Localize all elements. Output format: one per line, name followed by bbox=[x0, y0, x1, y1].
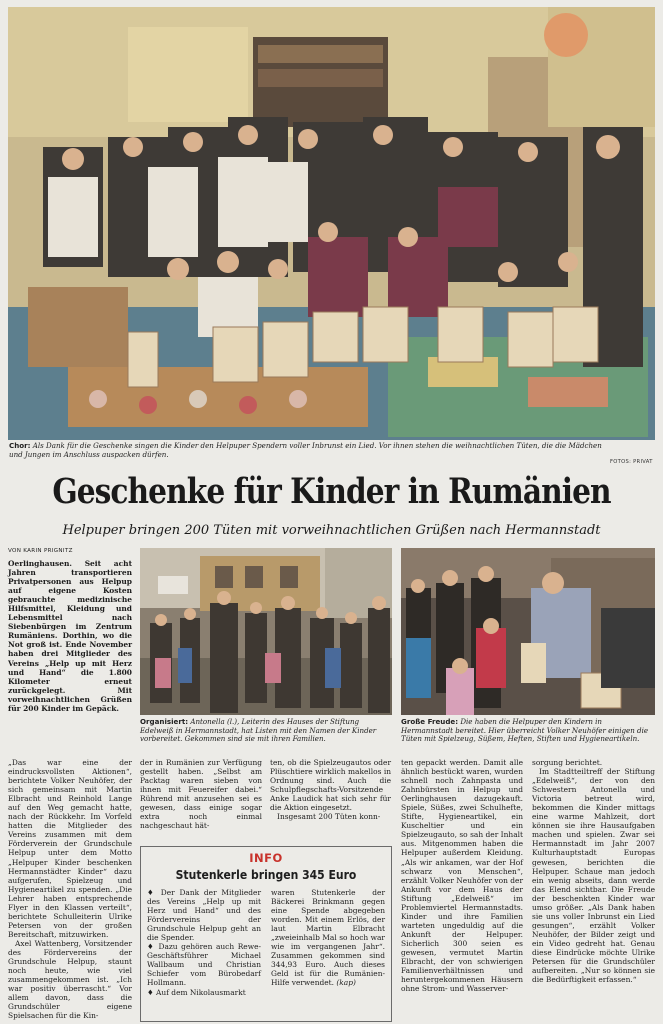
main-photo-choir bbox=[8, 7, 655, 440]
col4-para-1: ten gepackt werden. Damit alle ähnlich bestückt waren, wurden schnell noch Zahnpasta und Zahnbürsten in Helpup und Oerlinghausen dazugekauft. Spiele, Süßes, zwei Schulhefte, Stifte, Hygieneartikel, ein Kuscheltier und ein Spielzeugauto, so sah der Inhalt aus. Mitgenommen haben die Helpuper außerdem Kleidung. „Als wir ankamen, war der Hof schwarz von Menschen“, erzählt Volker Neuhöfer von der Ankunft vor dem Haus der Stiftung „Edelweiß“ im Problemviertel Hermannstadts. Kinder und ihre Familien warteten ungeduldig auf die Ankunft der Helpuper. Sicherlich 300 seien es gewesen, vermutet Martin Elbracht, der von schwierigen Familienverhältnissen und heruntergekommenen Häusern ohne Strom- und Wasserver- bbox=[401, 758, 523, 994]
col1-para-1: „Das war eine der eindrucksvollsten Aktionen“, berichtete Volker Neuhöfer, der sich gemeinsam mit Martin Elbracht und Reinhold Lange auf den Weg gemacht hatte, nach der Rückkehr. Im Vorfeld hatten die Mitglieder des Vereins zusammen mit dem Förderverein der Grundschule Helpup unter dem Motto „Helpuper Kinder beschenken Hermannstädter Kinder“ dazu aufgerufen, Spielzeug und Hygieneartikel zu spenden. „Die Lehrer haben entsprechende Flyer in den Klassen verteilt“, berichtete Schulleiterin Ulrike Petersen von der großen Bereitschaft, mitzuwirken. bbox=[8, 758, 132, 939]
info-bullet-3: ♦ Auf dem Nikolausmarkt bbox=[147, 987, 246, 997]
photo3-caption-text: Die haben die Helpuper den Kindern in Hermannstadt bereitet. Hier überreicht Volker Neuhöfer einigen die Tüten mit Spielzeug, Süßem, Heften, Stiften und Hygieneartikeln. bbox=[401, 717, 649, 744]
column-2 bbox=[140, 758, 262, 830]
info-title: Stutenkerle bringen 345 Euro bbox=[175, 867, 357, 882]
col1-para-2: Axel Wattenberg, Vorsitzender des Fördervereins der Grundschule Helpup, staunt noch heute, wie viel zusammengekommen ist. „Ich war positiv überrascht.“ Vor allem davon, dass die Grundschüler eigene Spielsachen für die Kin- bbox=[8, 938, 132, 1021]
photo2-caption bbox=[140, 718, 392, 744]
photo-grosse-freude bbox=[401, 548, 655, 715]
photo2-caption-lead: Organisiert: bbox=[140, 717, 189, 726]
col5-para-1: sorgung berichtet. bbox=[532, 758, 603, 767]
photo-credit: FOTOS: PRIVAT bbox=[610, 459, 653, 465]
lead-text: Oerlinghausen. Seit acht Jahren transportieren Privatpersonen aus Helpup auf eigene Kosten gebrauchte medizinische Hilfsmittel, Kleidung und Lebensmittel nach Siebenbürgen im Zentrum Rumäniens. Dorthin, wo die Not groß ist. Ende November haben drei Mitglieder des Vereins „Help up mit Herz und Hand“ die 1.800 Kilometer erneut zurückgelegt. Mit vorweihnachtlichen Grüßen für 200 Kinder im Gepäck. bbox=[8, 559, 132, 713]
col3-para-2: Insgesamt 200 Tüten konn- bbox=[277, 812, 381, 822]
info-box bbox=[140, 846, 392, 1022]
main-photo-caption bbox=[9, 442, 609, 459]
info-bullet-2: ♦ Dazu gehören auch Rewe-Geschäftsführer Michael Wallbaum und Christian Schiefer vom Bürobedarf Hollmann. bbox=[147, 942, 261, 988]
column-3 bbox=[270, 758, 391, 821]
photo3-caption-lead: Große Freude: bbox=[401, 717, 459, 726]
info-tag: INFO bbox=[249, 851, 283, 865]
lead-paragraph bbox=[8, 559, 132, 713]
caption-lead: Chor: bbox=[9, 441, 31, 450]
info-right-body: waren Stutenkerle der Bäckerei Brinkmann gegen eine Spende abgegeben worden. Mit einem Erlös, der laut Martin Elbracht „zweieinhalb Mal so hoch war wie im vergangenen Jahr“. Zusammen gekommen sind 344,93 Euro. Auch dieses Geld ist für die Rumänien-Hilfe verwendet. bbox=[271, 888, 385, 988]
info-signature: (kap) bbox=[336, 978, 356, 988]
col2-para-1: der in Rumänien zur Verfügung gestellt haben. „Selbst am Packtag waren sieben von ihnen mit Feuereifer dabei.“ Rührend mit anzusehen sei es gewesen, dass einige sogar extra noch einmal nachgeschaut hät- bbox=[140, 758, 262, 831]
photo3-caption bbox=[401, 718, 655, 744]
column-4 bbox=[401, 758, 523, 993]
info-right-column bbox=[271, 888, 385, 988]
photo-organisiert bbox=[140, 548, 392, 715]
info-left-column bbox=[147, 888, 261, 997]
col5-para-2: Im Stadtteiltreff der Stiftung „Edelweiß“, der von den Schwestern Antonella und Victoria betreut wird, bekommen die Kinder mittags eine warme Mahlzeit, dort können sie ihre Hausaufgaben machen und spielen. Zwar sei Hermannstadt im Jahr 2007 Kulturhauptstadt Europas gewesen, berichten die Helpuper. Schaue man jedoch ein wenig abseits, dann werde das Elend sichtbar. Die Freude der beschenkten Kinder war umso größer. „Als Dank haben sie uns voller Inbrunst ein Lied gesungen“, erzählt Volker Neuhöfer, der Bilder zeigt und ein Video gedreht hat. Genau diese Eindrücke möchte Ulrike Petersen für die Grundschüler aufbereiten. „Nur so können sie die Bedürftigkeit erfassen.“ bbox=[532, 767, 655, 985]
subheadline: Helpuper bringen 200 Tüten mit vorweihnachtlichen Grüßen nach Hermannstadt bbox=[62, 523, 601, 538]
headline: Geschenke für Kinder in Rumänien bbox=[52, 472, 611, 512]
info-right-text bbox=[271, 888, 385, 988]
caption-text: Als Dank für die Geschenke singen die Kinder den Helpuper Spendern voller Inbrunst ein Lied. Vor ihnen stehen die weihnachtlichen Tüten, die die Mädchen und Jungen im Anschluss auspacken dürfen. bbox=[9, 441, 602, 459]
info-bullet-1: ♦ Der Dank der Mitglieder des Vereins „Help up mit Herz und Hand“ und des Fördervereins der Grundschule Helpup geht an die Spender. bbox=[147, 888, 261, 943]
photo2-caption-text: Antonella (l.), Leiterin des Hauses der Stiftung Edelweiß in Hermannstadt, hat Listen mit den Namen der Kinder vorbereitet. Gekommen sind sie mit ihren Familien. bbox=[140, 717, 377, 744]
column-5 bbox=[532, 758, 655, 984]
col3-para-1: ten, ob die Spielzeugautos oder Plüschtiere wirklich makellos in Ordnung sind. Auch die Schulpflegschafts-Vorsitzende Anke Laudick hat sich sehr für die Aktion eingesetzt. bbox=[270, 758, 391, 813]
column-1 bbox=[8, 758, 132, 1020]
author-byline: VON KARIN PRIGNITZ bbox=[8, 548, 73, 554]
